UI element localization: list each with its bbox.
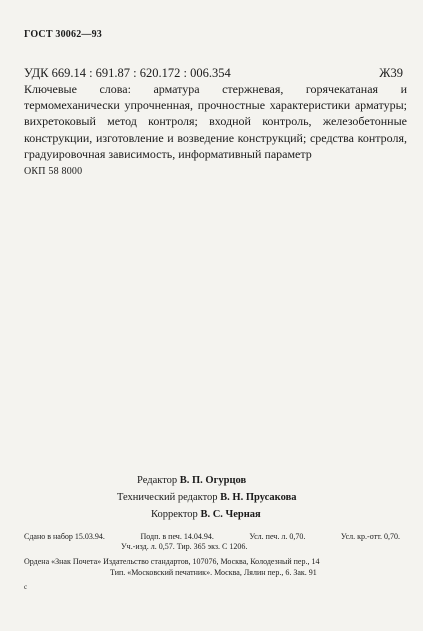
corrector-name: В. С. Черная <box>200 509 261 520</box>
imprint-submitted: Сдано в набор 15.03.94. <box>24 532 105 541</box>
keywords-text: арматура стержневая, горячекатаная и термомеханически упрочненная, прочностные характеристики арматуры; вихретоковый метод контроля; входной контроль, железобетонные конструкции, изготовление и возведение конструкций; средства контроля, градуировочная зависимость, информативный параметр <box>24 82 407 161</box>
publisher-line-1: Ордена «Знак Почета» Издательство стандартов, 107076, Москва, Колодезный пер., 14 <box>24 557 320 566</box>
publisher-block <box>24 557 404 578</box>
tech-editor-role: Технический редактор <box>117 492 218 503</box>
publisher-line-2: Тип. «Московский печатник». Москва, Лялин пер., 6. Зак. 91 <box>110 567 317 577</box>
corrector-line <box>151 506 261 523</box>
print-imprint <box>24 532 400 552</box>
classification-row <box>24 66 403 81</box>
tech-editor-name: В. Н. Прусакова <box>220 492 297 503</box>
editor-line <box>137 472 246 489</box>
editor-name: В. П. Огурцов <box>179 475 247 486</box>
udk-code: УДК 669.14 : 691.87 : 620.172 : 006.354 <box>24 66 231 80</box>
editor-role: Редактор <box>137 475 178 486</box>
imprint-sheets: Усл. печ. л. 0,70. <box>249 532 306 541</box>
imprint-row-1 <box>24 532 400 542</box>
corrector-role: Корректор <box>151 509 198 520</box>
imprint-color-sheets: Усл. кр.-отт. 0,70. <box>340 532 400 541</box>
corner-mark: с <box>24 583 28 591</box>
group-code: Ж39 <box>379 66 403 80</box>
standard-designation: ГОСТ 30062—93 <box>24 29 103 40</box>
keywords-label: Ключевые слова: <box>24 82 131 96</box>
imprint-signed: Подп. в печ. 14.04.94. <box>140 532 214 541</box>
imprint-row-2: Уч.-изд. л. 0,57. Тир. 365 экз. С 1206. <box>121 542 248 551</box>
keywords-paragraph <box>24 81 407 162</box>
okp-code: ОКП 58 8000 <box>24 166 83 177</box>
tech-editor-line <box>117 489 297 506</box>
